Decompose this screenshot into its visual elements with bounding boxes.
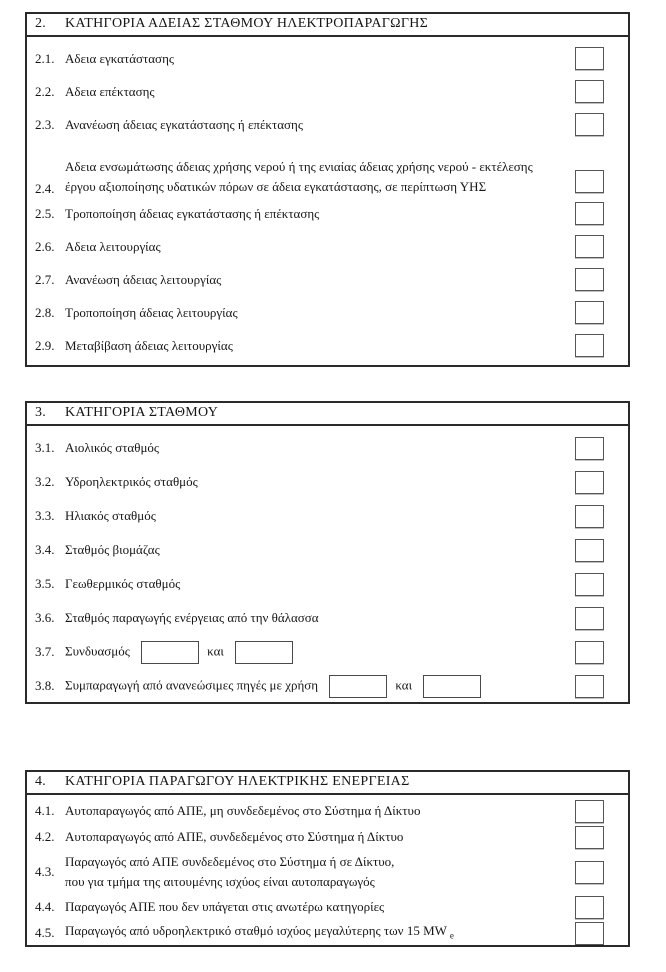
item-label-line [65, 641, 567, 664]
item-label-line [65, 49, 567, 69]
form-item-row-3-1 [27, 431, 628, 465]
item-label [65, 801, 567, 821]
checkbox[interactable] [575, 471, 604, 494]
checkbox[interactable] [575, 170, 604, 193]
item-label [65, 897, 567, 917]
checkbox[interactable] [575, 80, 604, 103]
item-label-text: Αυτοπαραγωγός από ΑΠΕ, συνδεδεμένος στο Σύστημα ή Δίκτυο [65, 829, 404, 844]
checkbox[interactable] [575, 675, 604, 698]
form-item-row-2-5 [27, 197, 628, 230]
checkbox[interactable] [575, 202, 604, 225]
item-label-line [65, 270, 567, 290]
section-number: 3. [35, 405, 47, 420]
item-label-line [65, 801, 567, 821]
form-item-row-3-6 [27, 601, 628, 635]
item-number: 2.5. [35, 205, 55, 221]
checkbox[interactable] [575, 437, 604, 460]
item-label [65, 921, 567, 946]
form-item-row-3-2 [27, 465, 628, 499]
item-number: 3.8. [35, 678, 55, 693]
item-label-line [65, 157, 567, 177]
item-number: 2.1. [35, 50, 55, 66]
item-label [65, 115, 567, 135]
item-label [65, 472, 567, 492]
item-label-line [65, 574, 567, 594]
form-item-row-2-7 [27, 263, 628, 296]
checkbox[interactable] [575, 301, 604, 324]
form-item-row-2-3 [27, 108, 628, 141]
form-item-row-2-1 [27, 42, 628, 75]
section-3-header [27, 403, 628, 426]
section-3 [25, 401, 630, 704]
item-label-line [65, 438, 567, 458]
item-label-text: Παραγωγός ΑΠΕ που δεν υπάγεται στις ανωτέρω κατηγορίες [65, 899, 385, 914]
section-2-rows [27, 37, 628, 362]
item-label-line [65, 472, 567, 492]
item-label-line [65, 336, 567, 356]
item-number: 4.5. [35, 925, 55, 940]
form-item-row-4-3 [27, 850, 628, 894]
item-number: 4.1. [35, 803, 55, 818]
item-label [65, 506, 567, 526]
item-label-line [65, 177, 567, 197]
item-label [65, 675, 567, 698]
section-3-rows [27, 426, 628, 703]
item-label-text: Συνδυασμός [65, 642, 130, 658]
item-number: 3.7. [35, 644, 55, 659]
item-label [65, 49, 567, 69]
item-label-line [65, 115, 567, 135]
blank-input-box[interactable] [329, 675, 387, 698]
form-item-row-4-4 [27, 894, 628, 920]
item-label [65, 237, 567, 257]
item-label [65, 574, 567, 594]
item-number: 2.2. [35, 83, 55, 99]
checkbox[interactable] [575, 573, 604, 596]
checkbox[interactable] [575, 505, 604, 528]
checkbox[interactable] [575, 861, 604, 884]
item-label [65, 82, 567, 102]
item-label-line [65, 540, 567, 560]
form-item-row-2-4 [27, 141, 628, 197]
item-label-text: Τροποποίηση άδειας εγκατάστασης ή επέκτασης [65, 205, 320, 221]
checkbox[interactable] [575, 235, 604, 258]
blank-input-box[interactable] [235, 641, 293, 664]
form-item-row-3-5 [27, 567, 628, 601]
item-label-text: Παραγωγός από ΑΠΕ συνδεδεμένος στο Σύστημα ή σε Δίκτυο, [65, 854, 395, 869]
item-label-text: Ανανέωση άδειας εγκατάστασης ή επέκτασης [65, 116, 303, 132]
section-title: ΚΑΤΗΓΟΡΙΑ ΠΑΡΑΓΩΓΟΥ ΗΛΕΚΤΡΙΚΗΣ ΕΝΕΡΓΕΙΑΣ [65, 774, 410, 789]
item-label [65, 270, 567, 290]
blank-input-box[interactable] [141, 641, 199, 664]
item-label-text: Ανανέωση άδειας λειτουργίας [65, 271, 222, 287]
item-label-line [65, 506, 567, 526]
item-number: 2.8. [35, 304, 55, 320]
item-label [65, 827, 567, 847]
item-label-text: και [395, 676, 413, 692]
item-label [65, 438, 567, 458]
item-label [65, 157, 567, 197]
section-4 [25, 770, 630, 947]
item-number: 3.5. [35, 576, 55, 591]
item-number: 3.4. [35, 542, 55, 557]
item-label-line [65, 675, 567, 698]
item-label-line [65, 204, 567, 224]
item-label-line [65, 827, 567, 847]
item-label-text: Αδεια ενσωμάτωσης άδειας χρήσης νερού ή της ενιαίας άδειας χρήσης νερού - εκτέλεσης [65, 159, 533, 174]
form-item-row-3-4 [27, 533, 628, 567]
unit-subscript: e [449, 930, 454, 941]
item-label-text: Μεταβίβαση άδειας λειτουργίας [65, 337, 233, 353]
section-title: ΚΑΤΗΓΟΡΙΑ ΑΔΕΙΑΣ ΣΤΑΘΜΟΥ ΗΛΕΚΤΡΟΠΑΡΑΓΩΓΗΣ [65, 16, 429, 31]
form-item-row-2-2 [27, 75, 628, 108]
item-label-line [65, 852, 567, 872]
item-label-text: Γεωθερμικός σταθμός [65, 576, 181, 591]
item-label-text: Παραγωγός από υδροηλεκτρικό σταθμό ισχύος μεγαλύτερης των 15 MW [65, 922, 447, 938]
item-number: 2.7. [35, 271, 55, 287]
item-label-line [65, 921, 567, 946]
item-label-text: Ηλιακός σταθμός [65, 508, 156, 523]
section-4-header [27, 772, 628, 795]
checkbox[interactable] [575, 334, 604, 357]
item-label-text: Αιολικός σταθμός [65, 440, 160, 455]
item-label-line [65, 303, 567, 323]
item-number: 2.3. [35, 116, 55, 132]
item-number: 2.6. [35, 238, 55, 254]
form-item-row-3-7 [27, 635, 628, 669]
item-label [65, 641, 567, 664]
item-label-line [65, 897, 567, 917]
item-label-line [65, 872, 567, 892]
item-label-text: Αυτοπαραγωγός από ΑΠΕ, μη συνδεδεμένος στο Σύστημα ή Δίκτυο [65, 803, 421, 818]
form-item-row-4-5 [27, 920, 628, 946]
item-label-text: έργου αξιοποίησης υδατικών πόρων σε άδεια εγκατάστασης, σε περίπτωση ΥΗΣ [65, 179, 487, 194]
checkbox[interactable] [575, 113, 604, 136]
section-number: 4. [35, 774, 47, 789]
item-label-line [65, 608, 567, 628]
item-number: 4.4. [35, 899, 55, 914]
item-number: 3.2. [35, 474, 55, 489]
item-label [65, 336, 567, 356]
checkbox[interactable] [575, 539, 604, 562]
item-label-text: Συμπαραγωγή από ανανεώσιμες πηγές με χρήση [65, 676, 319, 692]
item-label-text: Υδροηλεκτρικός σταθμός [65, 474, 198, 489]
checkbox[interactable] [575, 800, 604, 823]
form-item-row-4-1 [27, 798, 628, 824]
item-label [65, 540, 567, 560]
checkbox[interactable] [575, 641, 604, 664]
checkbox[interactable] [575, 826, 604, 849]
item-label-line [65, 237, 567, 257]
item-number: 2.4. [35, 181, 55, 196]
item-label-text: Τροποποίηση άδειας λειτουργίας [65, 304, 238, 320]
checkbox[interactable] [575, 47, 604, 70]
section-title: ΚΑΤΗΓΟΡΙΑ ΣΤΑΘΜΟΥ [65, 405, 219, 420]
item-label-text: Σταθμός παραγωγής ενέργειας από την θάλασσα [65, 610, 319, 625]
item-label-text: Σταθμός βιομάζας [65, 542, 160, 557]
item-label [65, 303, 567, 323]
checkbox[interactable] [575, 922, 604, 945]
form-item-row-3-8 [27, 669, 628, 703]
checkbox[interactable] [575, 607, 604, 630]
section-2 [25, 12, 630, 367]
item-label-text: Αδεια επέκτασης [65, 83, 155, 99]
item-label-text: Αδεια λειτουργίας [65, 238, 161, 254]
checkbox[interactable] [575, 896, 604, 919]
section-4-rows [27, 795, 628, 946]
form-item-row-2-8 [27, 296, 628, 329]
form-item-row-3-3 [27, 499, 628, 533]
item-number: 3.6. [35, 610, 55, 625]
item-number: 3.1. [35, 440, 55, 455]
form-item-row-2-9 [27, 329, 628, 362]
form-item-row-4-2 [27, 824, 628, 850]
section-number: 2. [35, 16, 47, 31]
item-label-text: Αδεια εγκατάστασης [65, 50, 175, 66]
item-label-line [65, 82, 567, 102]
item-label-text: που για τμήμα της αιτουμένης ισχύος είναι αυτοπαραγωγός [65, 874, 375, 889]
form-item-row-2-6 [27, 230, 628, 263]
section-2-header [27, 14, 628, 37]
item-label [65, 852, 567, 892]
item-number: 4.3. [35, 864, 55, 879]
item-number: 2.9. [35, 337, 55, 353]
item-number: 4.2. [35, 829, 55, 844]
item-label-text: και [207, 642, 224, 658]
item-label [65, 204, 567, 224]
checkbox[interactable] [575, 268, 604, 291]
item-number: 3.3. [35, 508, 55, 523]
blank-input-box[interactable] [423, 675, 481, 698]
item-label [65, 608, 567, 628]
